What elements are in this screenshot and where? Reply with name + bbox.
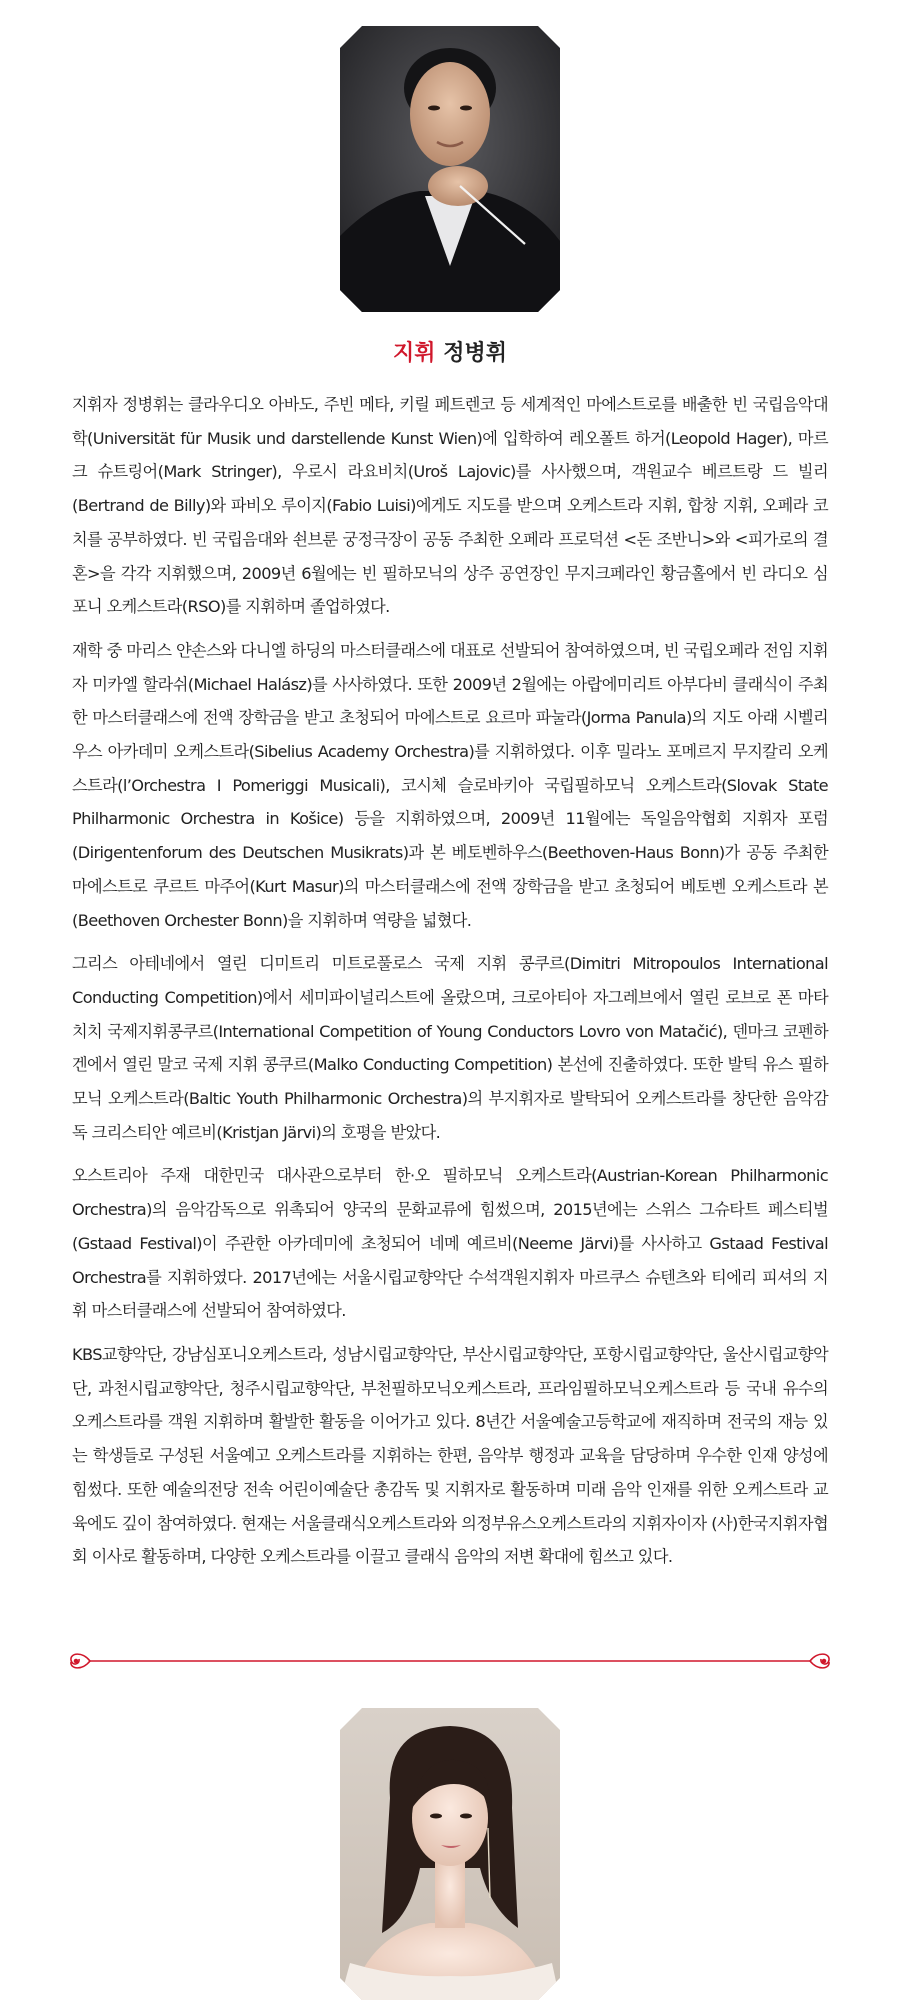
profile-title [0,336,900,367]
conductor-portrait [340,26,560,312]
bio-paragraph: KBS교향악단, 강남심포니오케스트라, 성남시립교향악단, 부산시립교향악단, 포항시립교향악단, 울산시립교향악단, 과천시립교향악단, 청주시립교향악단, 부천필하모닉오케스트라, 프라임필하모닉오케스트라 등 국내 유수의 오케스트라를 객원 지휘하며 활발한 활동을 이어가고 있다. 8년간 서울예술고등학교에 재직하며 전국의 재능 있는 학생들로 구성된 서울예고 오케스트라를 지휘하는 한편, 음악부 행정과 교육을 담당하며 우수한 인재 양성에 힘썼다. 또한 예술의전당 전속 어린이예술단 총감독 및 지휘자로 활동하며 미래 음악 인재를 위한 오케스트라 교육에도 깊이 참여하였다. 현재는 서울클래식오케스트라와 의정부유스오케스트라의 지휘자이자 (사)한국지휘자협회 이사로 활동하며, 다양한 오케스트라를 이끌고 클래식 음악의 저변 확대에 힘쓰고 있다. [72,1344,828,1567]
flourish-right-icon [810,1654,829,1668]
soloist-portrait [340,1708,560,2000]
profile-role: 지휘 [393,341,436,366]
bio-paragraph: 그리스 아테네에서 열린 디미트리 미트로풀로스 국제 지휘 콩쿠르(Dimitri Mitropoulos International Conducting Competition)에서 세미파이널리스트에 올랐으며, 크로아티아 자그레브에서 열린 로브로 폰 마타치치 국제지휘콩쿠르(International Competition of Young Conductors Lovro von Matačić), 덴마크 코펜하겐에서 열린 말코 국제 지휘 콩쿠르(Malko Conducting Competition) 본선에 진출하였다. 또한 발틱 유스 필하모닉 오케스트라(Baltic Youth Philharmonic Orchestra)의 부지휘자로 발탁되어 오케스트라를 창단한 음악감독 크리스티안 예르비(Kristjan Järvi)의 호평을 받았다. [72,954,828,1142]
ornamental-divider [66,1647,834,1675]
flourish-left-icon [71,1654,90,1668]
bio-paragraph: 재학 중 마리스 얀손스와 다니엘 하딩의 마스터클래스에 대표로 선발되어 참여하였으며, 빈 국립오페라 전임 지휘자 미카엘 할라쉬(Michael Halász)를 사사하였다. 또한 2009년 2월에는 아랍에미리트 아부다비 클래식이 주최한 마스터클래스에 전액 장학금을 받고 초청되어 마에스트로 요르마 파눌라(Jorma Panula)의 지도 아래 시벨리우스 아카데미 오케스트라(Sibelius Academy Orchestra)를 지휘하였다. 이후 밀라노 포메르지 무지칼리 오케스트라(l’Orchestra I Pomeriggi Musicali), 코시체 슬로바키아 국립필하모닉 오케스트라(Slovak State Philharmonic Orchestra in Košice) 등을 지휘하였으며, 2009년 11월에는 독일음악협회 지휘자 포럼(Dirigentenforum des Deutschen Musikrats)과 본 베토벤하우스(Beethoven-Haus Bonn)가 공동 주최한 마에스트로 쿠르트 마주어(Kurt Masur)의 마스터클래스에 전액 장학금을 받고 초청되어 베토벤 오케스트라 본(Beethoven Orchester Bonn)을 지휘하며 역량을 넓혔다. [72,640,828,930]
bio-paragraph: 오스트리아 주재 대한민국 대사관으로부터 한·오 필하모닉 오케스트라(Austrian-Korean Philharmonic Orchestra)의 음악감독으로 위촉되어 양국의 문화교류에 힘썼으며, 2015년에는 스위스 그슈타트 페스티벌(Gstaad Festival)이 주관한 아카데미에 초청되어 네메 예르비(Neeme Järvi)를 사사하고 Gstaad Festival Orchestra를 지휘하였다. 2017년에는 서울시립교향악단 수석객원지휘자 마르쿠스 슈텐츠와 티에리 피셔의 지휘 마스터클래스에 선발되어 참여하였다. [72,1166,828,1321]
bio-paragraph: 지휘자 정병휘는 클라우디오 아바도, 주빈 메타, 키릴 페트렌코 등 세계적인 마에스트로를 배출한 빈 국립음악대학(Universität für Musik und darstellende Kunst Wien)에 입학하여 레오폴트 하거(Leopold Hager), 마르크 슈트링어(Mark Stringer), 우로시 라요비치(Uroš Lajovic)를 사사했으며, 객원교수 베르트랑 드 빌리(Bertrand de Billy)와 파비오 루이지(Fabio Luisi)에게도 지도를 받으며 오케스트라 지휘, 합창 지휘, 오페라 코치를 공부하였다. 빈 국립음대와 쇤브룬 궁정극장이 공동 주최한 오페라 프로덕션 <돈 조반니>와 <피가로의 결혼>을 각각 지휘했으며, 2009년 6월에는 빈 필하모닉의 상주 공연장인 무지크페라인 황금홀에서 빈 라디오 심포니 오케스트라(RSO)를 지휘하며 졸업하였다. [72,395,828,617]
biography [72,388,828,1584]
profile-name: 정병휘 [443,341,507,366]
